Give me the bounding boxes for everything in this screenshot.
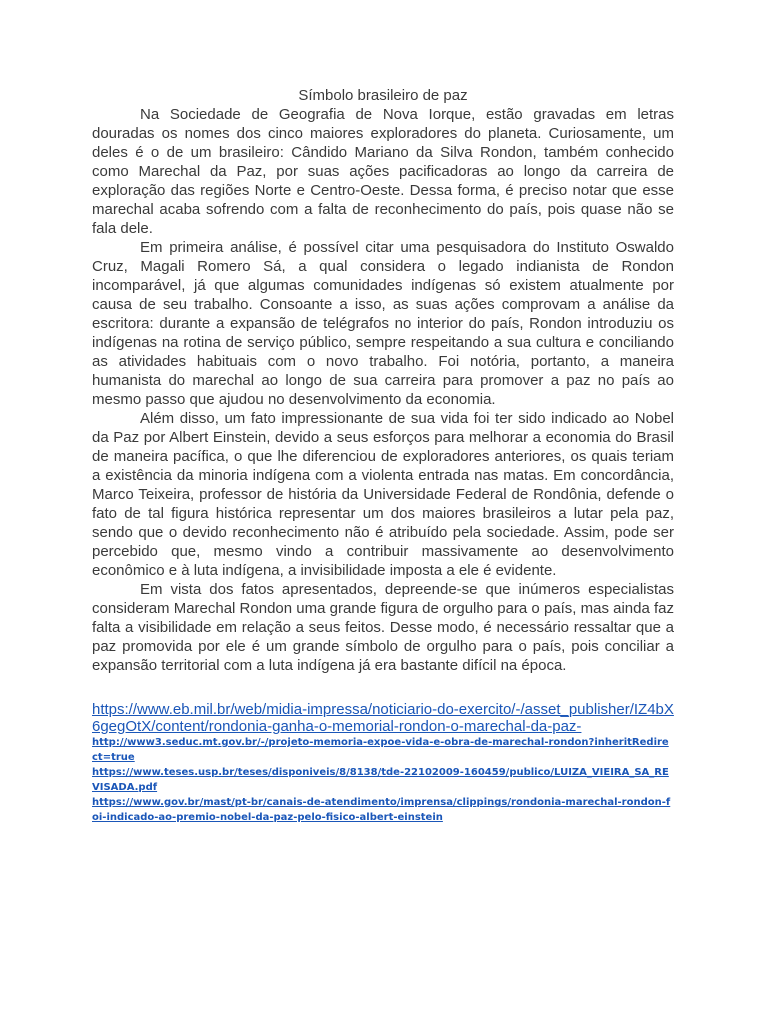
paragraph-1: Na Sociedade de Geografia de Nova Iorque, estão gravadas em letras douradas os nomes dos cinco maiores exploradores do planeta. Curiosamente, um deles é o de um brasileiro: Cândido Mariano da Silva Rondon, também conhecido como Marechal da Paz, por suas ações pacificadoras ao longo da carreira de exploração das regiões Norte e Centro-Oeste. Dessa forma, é preciso notar que esse marechal acaba sofrendo com a falta de reconhecimento do país, pois quase não se fala dele. xyxy=(92,106,674,237)
references-list xyxy=(92,701,674,825)
reference-link-gov-mast[interactable]: https://www.gov.br/mast/pt-br/canais-de-atendimento/imprensa/clippings/rondonia-marechal-rondon-foi-indicado-ao-premio-nobel-da-paz-pelo-fisico-albert-einstein xyxy=(92,797,671,823)
paragraph-4: Em vista dos fatos apresentados, depreende-se que inúmeros especialistas consideram Marechal Rondon uma grande figura de orgulho para o país, mas ainda faz falta a visibilidade em relação a seus feitos. Desse modo, é necessário ressaltar que a paz promovida por ele é um grande símbolo de orgulho para o país, pois conciliar a expansão territorial com a luta indígena já era bastante difícil na época. xyxy=(92,581,675,674)
reference-link-usp-teses[interactable]: https://www.teses.usp.br/teses/disponiveis/8/8138/tde-22102009-160459/publico/LUIZA_VIEIRA_SA_REVISADA.pdf xyxy=(92,767,669,793)
paragraph-2: Em primeira análise, é possível citar uma pesquisadora do Instituto Oswaldo Cruz, Magali Romero Sá, a qual considera o legado indianista de Rondon incomparável, já que algumas comunidades indígenas só existem atualmente por causa de seu trabalho. Consoante a isso, as suas ações comprovam a análise da escritora: durante a expansão de telégrafos no interior do país, Rondon introduziu os indígenas na rotina de serviço público, sempre respeitando a sua cultura e conciliando as atividades habituais com o novo trabalho. Foi notória, portanto, a maneira humanista do marechal ao longo de sua carreira para promover a paz no país ao mesmo passo que ajudou no desenvolvimento da economia. xyxy=(92,239,674,408)
document-title: Símbolo brasileiro de paz xyxy=(298,87,468,104)
document-page xyxy=(92,86,674,825)
reference-link-seduc[interactable]: http://www3.seduc.mt.gov.br/-/projeto-memoria-expoe-vida-e-obra-de-marechal-rondon?inheritRedirect=true xyxy=(92,737,669,763)
paragraph-3: Além disso, um fato impressionante de sua vida foi ter sido indicado ao Nobel da Paz por Albert Einstein, devido a seus esforços para melhorar a economia do Brasil de maneira pacífica, o que lhe diferenciou de exploradores anteriores, os quais teriam a existência da minoria indígena com a violenta entrada nas matas. Em concordância, Marco Teixeira, professor de história da Universidade Federal de Rondônia, defende o fato de tal figura histórica representar um dos maiores brasileiros a lutar pela paz, sendo que o devido reconhecimento não é atribuído pela sociedade. Assim, pode ser percebido que, mesmo vindo a contribuir massivamente ao desenvolvimento econômico e à luta indígena, a invisibilidade imposta a ele é evidente. xyxy=(92,410,674,579)
reference-link-exercito[interactable]: https://www.eb.mil.br/web/midia-impressa/noticiario-do-exercito/-/asset_publisher/IZ4bX6gegOtX/content/rondonia-ganha-o-memorial-rondon-o-marechal-da-paz- xyxy=(92,701,674,735)
